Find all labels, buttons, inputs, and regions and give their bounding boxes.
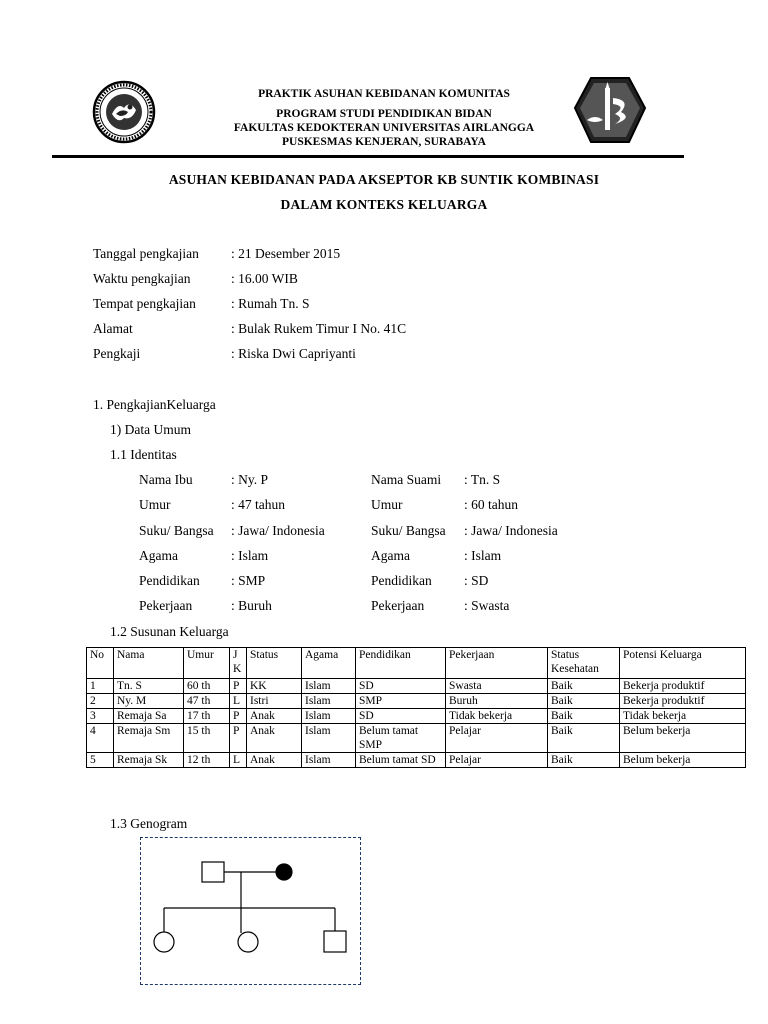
table-row [87,709,746,724]
table-cell: Remaja Sk [114,753,184,768]
table-cell: Islam [302,709,356,724]
table-cell: SD [356,709,446,724]
table-header-cell: Pendidikan [356,648,446,679]
table-cell: Pelajar [446,753,548,768]
table-cell: Belum bekerja [620,753,746,768]
table-header-cell: Nama [114,648,184,679]
info-label: Pengkaji [93,346,141,361]
identity-value-wife: : Jawa/ Indonesia [231,523,325,538]
family-table [86,647,746,768]
table-header-cell: Status [247,648,302,679]
info-value: : Rumah Tn. S [231,296,310,311]
table-cell: Buruh [446,694,548,709]
table-cell: Swasta [446,679,548,694]
table-cell: P [230,679,247,694]
table-cell: 15 th [184,724,230,753]
child-female-icon [238,932,258,952]
identity-label-husband: Agama [371,548,410,563]
table-row [87,679,746,694]
info-label: Tanggal pengkajian [93,246,199,261]
table-cell: Belum tamat SMP [356,724,446,753]
table-cell: Baik [548,753,620,768]
table-cell: SD [356,679,446,694]
table-cell: Tidak bekerja [446,709,548,724]
table-cell: Baik [548,724,620,753]
mother-female-filled-icon [276,864,292,880]
identity-value-husband: : Swasta [464,598,510,613]
child-male-icon [324,931,346,952]
identity-value-wife: : Buruh [231,598,272,613]
father-male-icon [202,862,224,882]
info-value: : 16.00 WIB [231,271,298,286]
section-heading-susunan: 1.2 Susunan Keluarga [110,624,229,639]
table-row [87,753,746,768]
table-cell: L [230,753,247,768]
table-header-cell: Potensi Keluarga [620,648,746,679]
table-cell: Remaja Sa [114,709,184,724]
table-cell: KK [247,679,302,694]
table-cell: P [230,724,247,753]
table-cell: Bekerja produktif [620,694,746,709]
table-cell: Remaja Sm [114,724,184,753]
table-cell: SMP [356,694,446,709]
table-cell: 12 th [184,753,230,768]
table-cell: Anak [247,753,302,768]
identity-value-husband: : Islam [464,548,502,563]
table-cell: 1 [87,679,114,694]
info-label: Alamat [93,321,133,336]
table-cell: 2 [87,694,114,709]
table-header-row [87,648,746,679]
identity-value-wife: : SMP [231,573,266,588]
table-cell: Ny. M [114,694,184,709]
table-cell: Belum bekerja [620,724,746,753]
table-cell: Anak [247,709,302,724]
table-cell: 17 th [184,709,230,724]
identity-label-husband: Suku/ Bangsa [371,523,446,538]
table-cell: Islam [302,679,356,694]
identity-label-wife: Umur [139,497,171,512]
info-value: : Riska Dwi Capriyanti [231,346,356,361]
identity-value-husband: : Tn. S [464,472,501,487]
identity-label-wife: Agama [139,548,178,563]
table-cell: Belum tamat SD [356,753,446,768]
identity-value-husband: : SD [464,573,489,588]
identity-label-husband: Nama Suami [371,472,442,487]
identity-value-wife: : Islam [231,548,269,563]
table-cell: Pelajar [446,724,548,753]
table-cell: Istri [247,694,302,709]
table-cell: Bekerja produktif [620,679,746,694]
document-title-line-2: DALAM KONTEKS KELUARGA [280,197,488,212]
table-header-cell: Status Kesehatan [548,648,620,679]
table-cell: Tidak bekerja [620,709,746,724]
identity-value-husband: : 60 tahun [464,497,518,512]
table-header-cell: JK [230,648,247,679]
table-cell: Islam [302,694,356,709]
table-header-cell: No [87,648,114,679]
table-cell: Baik [548,694,620,709]
table-cell: L [230,694,247,709]
table-row [87,724,746,753]
identity-label-wife: Pekerjaan [139,598,193,613]
header-divider [52,155,684,158]
table-cell: 47 th [184,694,230,709]
child-female-icon [154,932,174,952]
table-cell: Anak [247,724,302,753]
table-header-cell: Agama [302,648,356,679]
info-value: : Bulak Rukem Timur I No. 41C [231,321,407,336]
identity-label-husband: Pendidikan [371,573,432,588]
info-label: Tempat pengkajian [93,296,196,311]
identity-value-wife: : Ny. P [231,472,269,487]
header-line-1: PRAKTIK ASUHAN KEBIDANAN KOMUNITAS [258,88,510,100]
table-cell: Tn. S [114,679,184,694]
identity-label-husband: Pekerjaan [371,598,425,613]
header-line-3: FAKULTAS KEDOKTERAN UNIVERSITAS AIRLANGGA [233,122,535,134]
table-cell: Baik [548,709,620,724]
table-row [87,694,746,709]
table-cell: 5 [87,753,114,768]
header-line-2: PROGRAM STUDI PENDIDIKAN BIDAN [276,108,492,120]
info-value: : 21 Desember 2015 [231,246,341,261]
header-line-4: PUSKESMAS KENJERAN, SURABAYA [282,136,486,148]
document-title-line-1: ASUHAN KEBIDANAN PADA AKSEPTOR KB SUNTIK KOMBINASI [168,172,600,187]
table-cell: 60 th [184,679,230,694]
table-header-cell: Pekerjaan [446,648,548,679]
table-header-cell: Umur [184,648,230,679]
identity-label-wife: Nama Ibu [139,472,193,487]
info-label: Waktu pengkajian [93,271,191,286]
section-heading-1-1: 1) Data Umum [110,422,191,437]
section-heading-identitas: 1.1 Identitas [110,447,177,462]
section-heading-1: 1. PengkajianKeluarga [93,397,216,412]
table-cell: Islam [302,753,356,768]
identity-label-wife: Pendidikan [139,573,200,588]
identity-value-husband: : Jawa/ Indonesia [464,523,558,538]
table-cell: Baik [548,679,620,694]
identity-label-husband: Umur [371,497,403,512]
table-cell: P [230,709,247,724]
identity-value-wife: : 47 tahun [231,497,285,512]
table-cell: 4 [87,724,114,753]
genogram-box [140,837,361,985]
table-cell: 3 [87,709,114,724]
identity-label-wife: Suku/ Bangsa [139,523,214,538]
table-cell: Islam [302,724,356,753]
section-heading-genogram: 1.3 Genogram [110,816,188,831]
